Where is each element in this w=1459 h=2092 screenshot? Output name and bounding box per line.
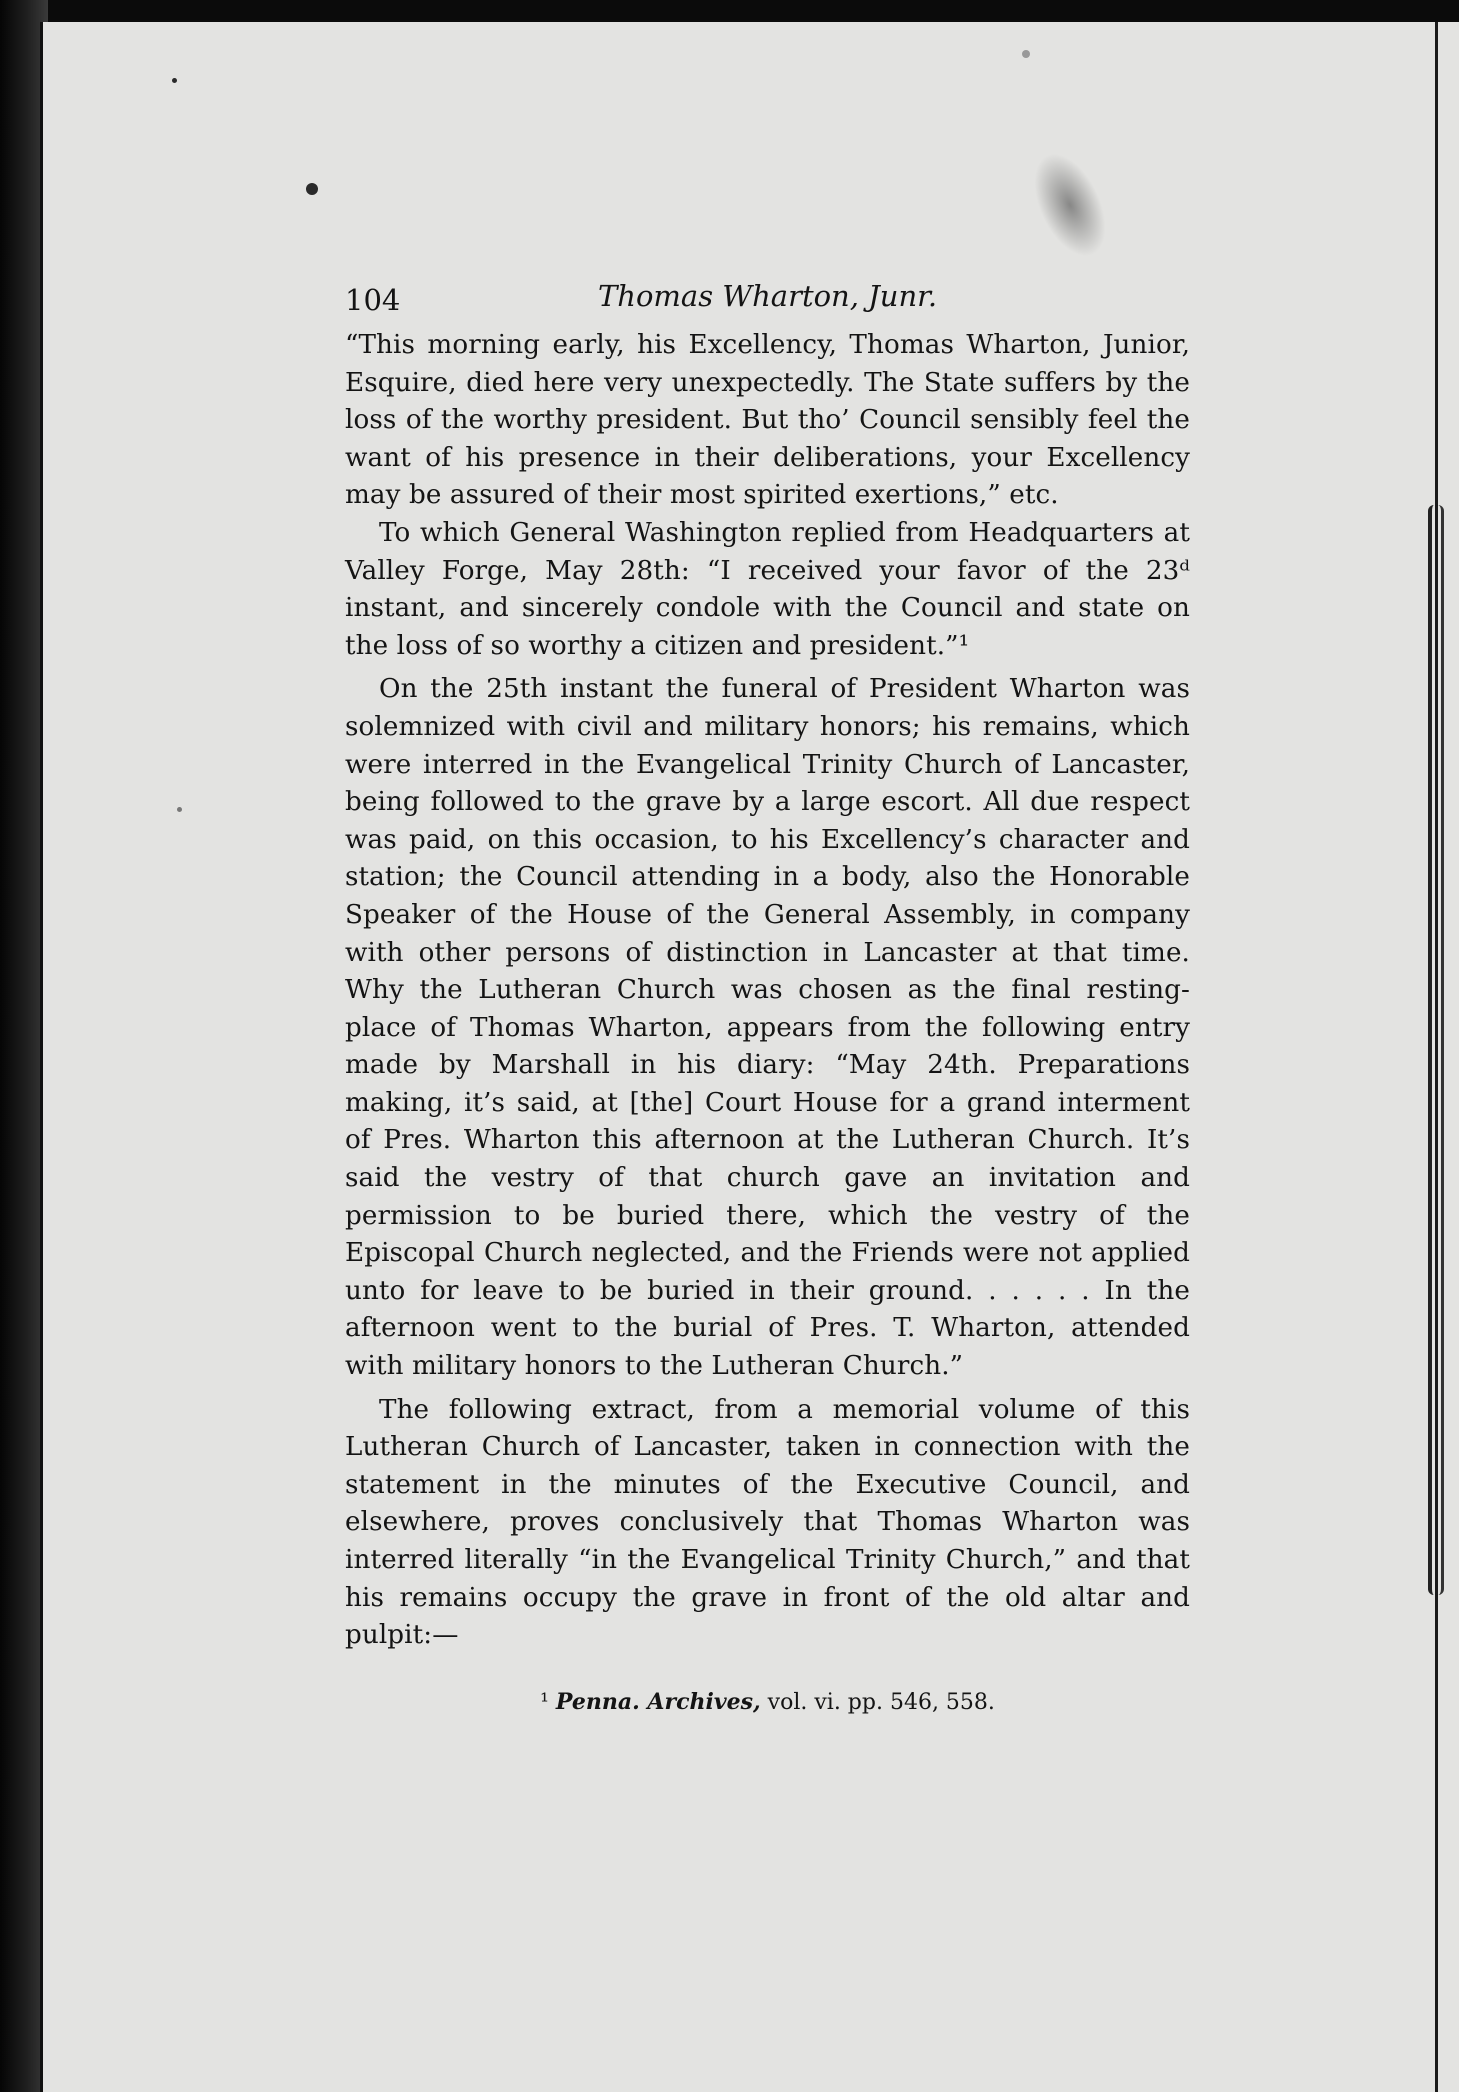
page-text-block <box>345 275 1190 1715</box>
running-title: Thomas Wharton, Junr. <box>597 279 938 313</box>
paragraph-funeral: On the 25th instant the funeral of President Wharton was solemnized with civil and military honors; his remains, which were interred in the Evangelical Trinity Church of Lancaster, being followed to the grave by a large escort. All due respect was paid, on this occasion, to his Excellency’s character and station; the Council attending in a body, also the Honorable Speaker of the House of the General Assembly, in company with other persons of distinction in Lancaster at that time. Why the Lutheran Church was chosen as the final resting-place of Thomas Wharton, appears from the following entry made by Marshall in his diary: “May 24th. Preparations making, it’s said, at [the] Court House for a grand interment of Pres. Wharton this afternoon at the Lutheran Church. It’s said the vestry of that church gave an invitation and permission to be buried there, which the vestry of the Episcopal Church neglected, and the Friends were not applied unto for leave to be buried in their ground. . . . . . In the afternoon went to the burial of Pres. T. Wharton, attended with military honors to the Lutheran Church.” <box>345 674 1190 1382</box>
footnote-source: Penna. Archives, <box>555 1688 761 1715</box>
paragraph-washington-reply: To which General Washington replied from Headquarters at Valley Forge, May 28th: “I received your favor of the 23ᵈ instant, and sincerely condole with the Council and state on the loss of so worthy a citizen and president.”¹ <box>345 517 1190 661</box>
page-number: 104 <box>345 283 401 317</box>
ink-speck <box>172 78 177 83</box>
ink-speck <box>177 807 182 812</box>
page-header <box>345 275 1190 327</box>
footnote-reference: vol. vi. pp. 546, 558. <box>767 1689 995 1715</box>
page-fold-mark <box>1428 505 1444 1595</box>
ink-speck <box>306 183 318 195</box>
paragraph-memorial-extract: The following extract, from a memorial volume of this Lutheran Church of Lancaster, taken in connection with the statement in the minutes of the Executive Council, and elsewhere, proves conclusively that Thomas Wharton was interred literally “in the Evangelical Trinity Church,” and that his remains occupy the grave in front of the old altar and pulpit:— <box>345 1394 1190 1651</box>
paragraph-council-letter: “This morning early, his Excellency, Thomas Wharton, Junior, Esquire, died here very unexpectedly. The State suffers by the loss of the worthy president. But tho’ Council sensibly feel the want of his presence in their deliberations, your Excellency may be assured of their most spirited exertions,” etc. <box>345 330 1190 511</box>
footnote-marker: ¹ <box>540 1689 549 1715</box>
footnote <box>345 1689 1190 1715</box>
scan-top-border <box>0 0 1459 24</box>
ink-speck <box>1022 50 1030 58</box>
